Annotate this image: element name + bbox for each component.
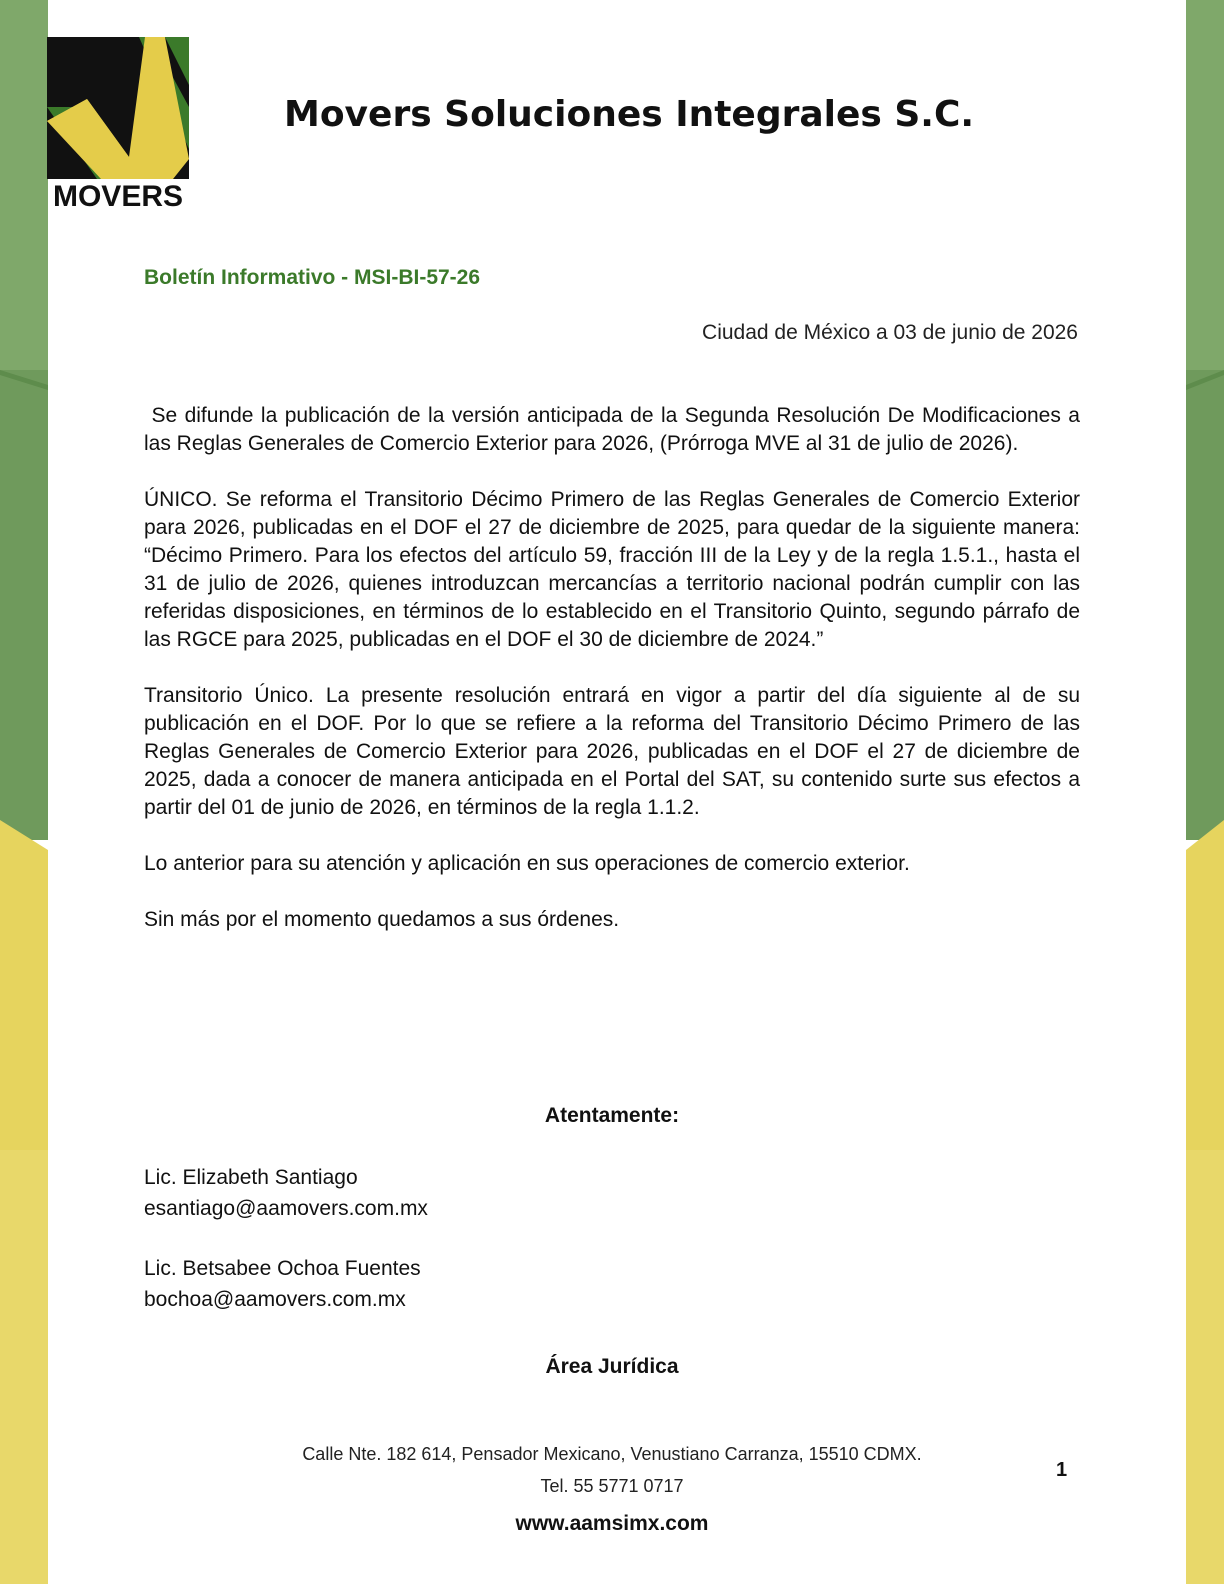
paragraph-intro: Se difunde la publicación de la versión anticipada de la Segunda Resolución De Modificaciones a las Reglas Generales de Comercio Exterior para 2026, (Prórroga MVE al 31 de julio de 2026). bbox=[144, 404, 1086, 455]
logo-wordmark: MOVERS bbox=[52, 180, 184, 209]
closing-salutation: Atentamente: bbox=[544, 1104, 680, 1127]
page-number: 1 bbox=[1056, 1459, 1068, 1481]
left-decorative-band bbox=[0, 0, 48, 1584]
department-name: Área Jurídica bbox=[545, 1355, 679, 1378]
bulletin-title: Boletín Informativo - MSI-BI-57-26 bbox=[144, 266, 481, 289]
signer-1-email[interactable]: esantiago@aamovers.com.mx bbox=[144, 1197, 428, 1220]
footer-phone: Tel. 55 5771 0717 bbox=[540, 1476, 684, 1496]
letter-body bbox=[144, 402, 1086, 934]
movers-logo bbox=[47, 37, 189, 209]
right-decorative-band bbox=[1186, 0, 1224, 1584]
paragraph-unico: ÚNICO. Se reforma el Transitorio Décimo Primero de las Reglas Generales de Comercio Exterior para 2026, publicadas en el DOF el 27 de diciembre de 2025, para quedar de la siguiente manera: “Décimo Primero. Para los efectos del artículo 59, fracción III de la Ley y de la regla 1.5.1., hasta el 31 de julio de 2026, quienes introduzcan mercancías a territorio nacional podrán cumplir con las referidas disposiciones, en términos de lo establecido en el Transitorio Quinto, segundo párrafo de las RGCE para 2025, publicadas en el DOF el 30 de diciembre de 2024.” bbox=[144, 488, 1080, 651]
footer-website[interactable]: www.aamsimx.com bbox=[515, 1512, 709, 1535]
signer-2-email[interactable]: bochoa@aamovers.com.mx bbox=[144, 1288, 406, 1311]
date-line: Ciudad de México a 03 de junio de 2026 bbox=[702, 321, 1078, 344]
signer-1-name: Lic. Elizabeth Santiago bbox=[144, 1166, 358, 1189]
company-name: Movers Soluciones Integrales S.C. bbox=[284, 94, 975, 135]
signer-1 bbox=[144, 1162, 428, 1224]
paragraph-despedida: Sin más por el momento quedamos a sus órdenes. bbox=[144, 908, 620, 931]
paragraph-transitorio: Transitorio Único. La presente resolución entrará en vigor a partir del día siguiente al de su publicación en el DOF. Por lo que se refiere a la reforma del Transitorio Décimo Primero de las Reglas Generales de Comercio Exterior para 2026, publicadas en el DOF el 27 de diciembre de 2025, dada a conocer de manera anticipada en el Portal del SAT, su contenido surte sus efectos a partir del 01 de junio de 2026, en términos de la regla 1.1.2. bbox=[144, 684, 1080, 819]
signer-2 bbox=[144, 1253, 421, 1315]
footer-address: Calle Nte. 182 614, Pensador Mexicano, Venustiano Carranza, 15510 CDMX. bbox=[302, 1444, 922, 1464]
paragraph-atencion: Lo anterior para su atención y aplicación en sus operaciones de comercio exterior. bbox=[144, 852, 910, 875]
signer-2-name: Lic. Betsabee Ochoa Fuentes bbox=[144, 1257, 421, 1280]
